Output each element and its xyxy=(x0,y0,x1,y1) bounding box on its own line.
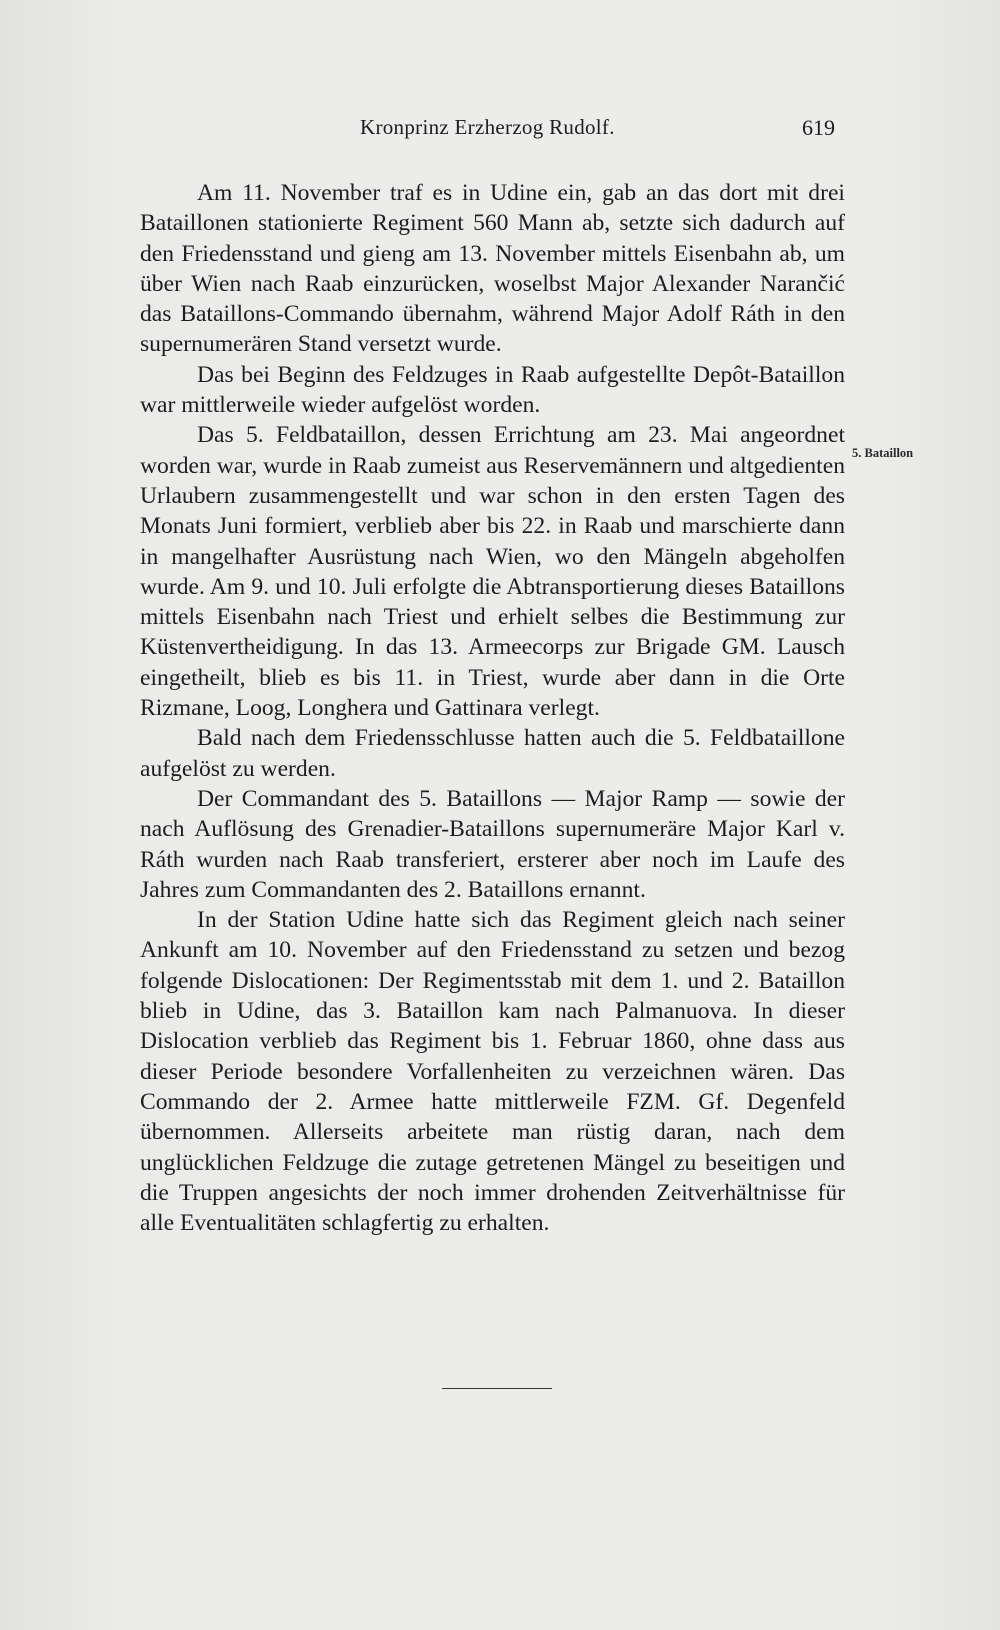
paragraph-depot-bataillon: Das bei Beginn des Feldzuges in Raab aufgestellte Depôt-Bataillon war mittlerweile wieder aufgelöst worden. xyxy=(140,361,845,419)
page-number: 619 xyxy=(802,115,835,140)
end-rule-divider xyxy=(442,1388,552,1389)
running-title: Kronprinz Erzherzog Rudolf. xyxy=(360,115,615,139)
paragraph-station-udine: In der Station Udine hatte sich das Regiment gleich nach seiner Ankunft am 10. November auf den Friedensstand zu setzen und bezog folgende Dislocationen: Der Regimentsstab mit dem 1. und 2. Bataillon blieb in Udine, das 3. Bataillon kam nach Palmanuova. In dieser Dislocation verblieb das Regiment bis 1. Februar 1860, ohne dass aus dieser Periode besondere Vorfallenheiten zu verzeichnen wären. Das Commando der 2. Armee hatte mittlerweile FZM. Gf. Degenfeld übernommen. Allerseits arbeitete man rüstig daran, nach dem unglücklichen Feldzuge die zutage getretenen Mängel zu beseitigen und die Truppen angesichts der noch immer drohenden Zeitverhältnisse für alle Eventualitäten schlagfertig zu erhalten. xyxy=(140,907,845,1237)
margin-note: 5. Bataillon xyxy=(852,446,914,460)
body-text xyxy=(140,178,845,1238)
paragraph-arrival-udine: Am 11. November traf es in Udine ein, gab an das dort mit drei Bataillonen stationierte Regiment 560 Mann ab, setzte sich dadurch auf den Friedensstand und gieng am 13. November mittels Eisenbahn ab, um über Wien nach Raab einzurücken, woselbst Major Alexander Narančić das Bataillons-Commando übernahm, während Major Adolf Ráth in den supernumerären Stand versetzt wurde. xyxy=(140,180,845,358)
paragraph-commandant: Der Commandant des 5. Bataillons — Major Ramp — sowie der nach Auflösung des Grenadier-Bataillons supernumeräre Major Karl v. Ráth wurden nach Raab transferiert, ersterer aber noch im Laufe des Jahres zum Commandanten des 2. Bataillons ernannt. xyxy=(140,785,845,903)
paragraph-dissolution: Bald nach dem Friedensschlusse hatten auch die 5. Feldbataillone aufgelöst zu werden. xyxy=(140,725,845,782)
paragraph-fifth-feldbataillon: Das 5. Feldbataillon, dessen Errichtung am 23. Mai angeordnet worden war, wurde in Raab zumeist aus Reservemännern und altgedienten Urlaubern zusammengestellt und war schon in den ersten Tagen des Monats Juni formiert, verblieb aber bis 22. in Raab und marschierte dann in mangelhafter Ausrüstung nach Wien, wo den Mängeln abgeholfen wurde. Am 9. und 10. Juli erfolgte die Abtransportierung dieses Bataillons mittels Eisenbahn nach Triest und erhielt selbes die Bestimmung zur Küstenvertheidigung. In das 13. Armeecorps zur Brigade GM. Lausch eingetheilt, blieb es bis 11. in Triest, wurde aber dann in die Orte Rizmane, Loog, Longhera und Gattinara verlegt. xyxy=(140,422,845,722)
page-header xyxy=(140,115,845,145)
